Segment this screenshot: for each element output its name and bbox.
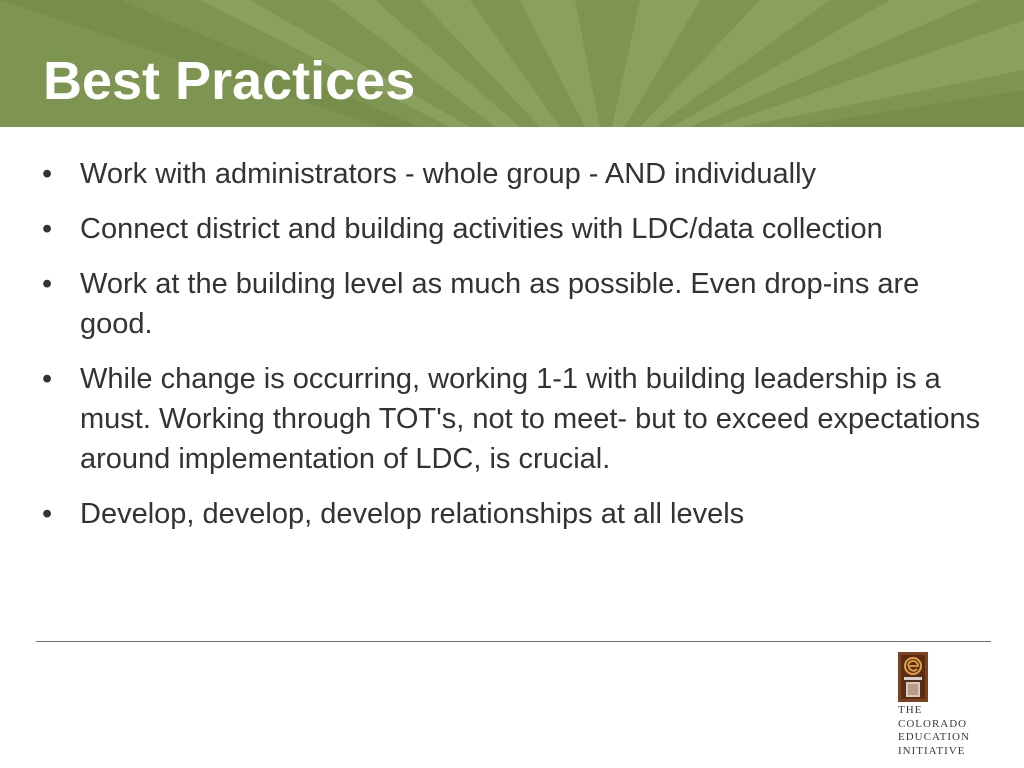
logo-line: THE <box>898 704 923 716</box>
logo-line: INITIATIVE <box>898 744 966 757</box>
bullet-icon: • <box>42 268 53 300</box>
title-banner <box>0 0 1024 127</box>
colorado-education-initiative-logo <box>898 652 988 762</box>
bullet-list <box>42 154 992 549</box>
bullet-text: Connect district and building activities with LDC/data collection <box>80 213 883 245</box>
bullet-icon: • <box>42 213 53 245</box>
bullet-icon: • <box>42 158 53 190</box>
slide-title: Best Practices <box>43 51 416 111</box>
bullet-text: Develop, develop, develop relationships at all levels <box>80 498 745 530</box>
bullet-icon: • <box>42 363 53 395</box>
bullet-text: Work at the building level as much as possible. Even drop-ins are good. <box>80 268 920 340</box>
logo-emblem-icon <box>898 652 928 702</box>
list-item <box>42 154 992 194</box>
list-item <box>42 209 992 249</box>
list-item <box>42 264 992 344</box>
footer-divider <box>36 641 991 642</box>
list-item <box>42 359 992 479</box>
logo-wordmark <box>898 704 970 758</box>
bullet-text: While change is occurring, working 1-1 with building leadership is a must. Working through TOT's, not to meet- but to exceed expectations around implementation of LDC, is crucial. <box>80 363 981 475</box>
logo-line: COLORADO <box>898 717 968 730</box>
bullet-text: Work with administrators - whole group - AND individually <box>80 158 817 190</box>
list-item <box>42 494 992 534</box>
bullet-icon: • <box>42 498 53 530</box>
logo-line: EDUCATION <box>898 731 970 744</box>
